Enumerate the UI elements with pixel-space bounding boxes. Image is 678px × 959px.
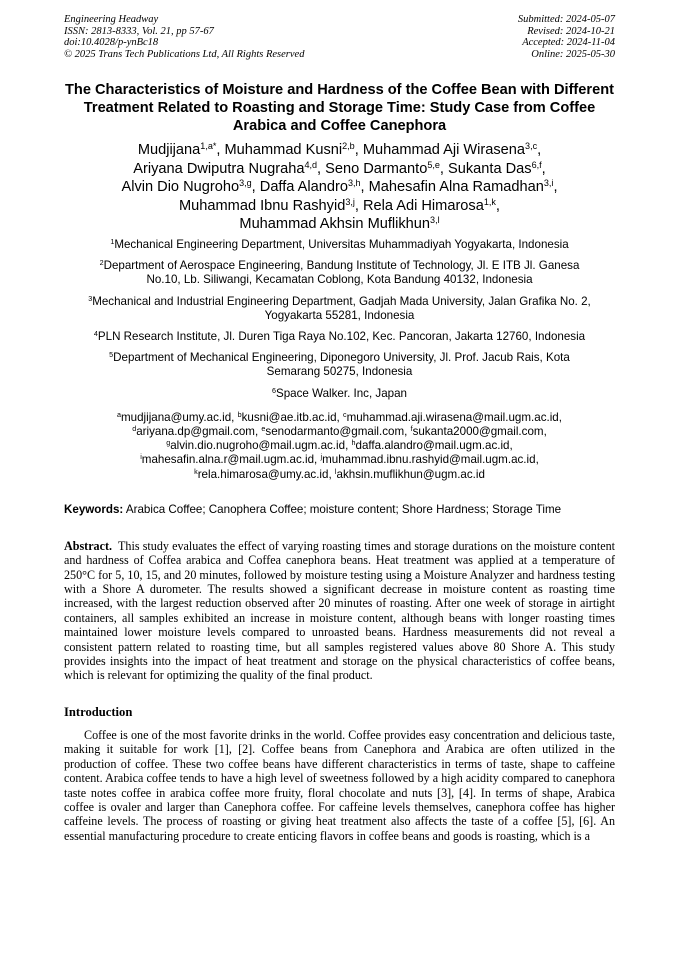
email-marker: c [342, 409, 347, 419]
affiliation [64, 259, 615, 287]
affiliation-list [64, 238, 615, 401]
email-marker: a [117, 409, 121, 419]
email-marker: e [261, 424, 266, 434]
email-address: muhammad.ibnu.rashyid@mail.ugm.ac.id [322, 453, 536, 467]
affiliation-marker: 2 [99, 258, 104, 268]
email-line: $^d$ariyana.dp@gmail.com, $^e$senodarmanto@gmail.com, $^f$sukanta2000@gmail.com, [132, 424, 547, 438]
author-name: Muhammad Kusni [224, 142, 343, 158]
date-revised: Revised: 2024-10-21 [527, 25, 615, 37]
author-affiliation-marker: 6,f [531, 159, 542, 170]
journal-name: Engineering Headway [64, 14, 159, 25]
email-line: $^a$mudjijana@umy.ac.id, $^b$kusni@ae.itb.ac.id, $^c$muhammad.aji.wirasena@mail.ugm.ac.id, [117, 409, 562, 424]
author-separator: , [354, 197, 363, 214]
author-affiliation-marker: 3,i [543, 178, 554, 189]
author-affiliation-marker: 3,j [345, 196, 355, 207]
email-marker: d [132, 424, 137, 434]
author-separator: , [360, 179, 369, 196]
email-line: $^g$alvin.dio.nugroho@mail.ugm.ac.id, $^h$daffa.alandro@mail.ugm.ac.id, [166, 438, 513, 453]
author-line [64, 215, 615, 234]
author-name: Daffa Alandro [259, 179, 348, 196]
email-address: sukanta2000@gmail.com [412, 425, 544, 438]
author-line [64, 178, 615, 197]
author-separator: , [251, 179, 260, 196]
email-marker: g [166, 438, 171, 448]
email-line: $^k$rela.himarosa@umy.ac.id, $^l$akhsin.muflikhun@ugm.ac.id [194, 466, 485, 481]
affiliation-text: Department of Aerospace Engineering, Bandung Institute of Technology, Jl. E ITB Jl. Ganesa [103, 259, 580, 273]
author-affiliation-marker: 1,k [483, 196, 496, 207]
email-marker: j [320, 452, 323, 462]
keywords-label: Keywords: [64, 502, 124, 516]
affiliation-text: Space Walker. Inc, Japan [275, 386, 408, 400]
abstract-text: This study evaluates the effect of varying roasting times and storage durations on the moisture content and hardness of Coffea arabica and Coffea canephora beans. Heat treatment was applied at a temperature of 250°C for 5, 10, 15, and 20 minutes, followed by moisture testing using a Moisture Analyzer and hardness testing with a Shore A durometer. The results showed a significant decrease in moisture content as roasting time increased, with the largest reduction observed after 20 minutes of roasting. After one week of storage in airtight containers, all samples exhibited an increase in moisture content, although beans with longer roasting times maintained lower moisture levels compared to unroasted beans. Hardness measurements did not reveal a consistent pattern related to roasting time, but all samples registered values above 80 Shore A. This study provides insights into the impact of heat treatment and storage on the physical characteristics of coffee beans, which is relevant for optimizing the quality of the final product. [64, 538, 615, 683]
author-separator: , [537, 142, 542, 158]
email-address: mudjijana@umy.ac.id [121, 410, 232, 424]
journal-info [64, 14, 304, 60]
email-line: $^i$mahesafin.alna.r@mail.ugm.ac.id, $^j$muhammad.ibnu.rashyid@mail.ugm.ac.id, [140, 452, 539, 467]
journal-issn: ISSN: 2813-8333, Vol. 21, pp 57-67 [64, 25, 214, 37]
abstract [64, 539, 615, 683]
affiliation-marker: 3 [88, 293, 93, 303]
journal-doi: doi:10.4028/p-ynBc18 [64, 37, 159, 48]
author-separator: , [317, 160, 326, 177]
author-name: Ariyana Dwiputra Nugraha [133, 160, 305, 177]
author-separator: , [216, 142, 225, 158]
email-list [64, 411, 615, 482]
affiliation [64, 238, 615, 252]
introduction-paragraph: Coffee is one of the most favorite drinks in the world. Coffee provides easy concentration and delicious taste, making it suitable for work [1], [2]. Coffee beans from Canephora and Arabica are often utilized in the production of coffee. These two coffee beans have different characteristics in terms of taste, shape to caffeine content. Arabica coffee tends to have a high level of sweetness followed by a high acidity compared to canephora taste notes coffee in arabica coffee more fruity, floral chocolate and nuts [3], [4]. In terms of shape, Arabica coffee is ovaler and larger than Canephora coffee. For caffeine levels themselves, canephora coffee has higher caffeine levels. The process of roasting or giving heat treatment also affects the taste of a coffee [5], [6]. An essential manufacturing procedure to create enticing flavors in coffee beans and goods is roasting, which is a [64, 727, 615, 843]
affiliation-text: Department of Mechanical Engineering, Diponegoro University, Jl. Prof. Jacub Rais, Kota [113, 351, 570, 365]
author-affiliation-marker: 3,h [347, 178, 361, 189]
author-affiliation-marker: 3,g [239, 178, 252, 189]
author-affiliation-marker: 1,a* [200, 141, 217, 152]
email-address: daffa.alandro@mail.ugm.ac.id [355, 439, 510, 453]
email-marker: h [351, 438, 356, 448]
author-affiliation-marker: 2,b [342, 141, 355, 152]
affiliation [64, 330, 615, 344]
author-name: Alvin Dio Nugroho [121, 179, 240, 196]
affiliation [64, 351, 615, 379]
email-address: rela.himarosa@umy.ac.id [197, 467, 329, 481]
affiliation-text: Mechanical and Industrial Engineering Department, Gadjah Mada University, Jalan Grafika No. 2, [92, 294, 591, 308]
author-name: Muhammad Akhsin Muflikhun [239, 216, 431, 233]
affiliation [64, 387, 615, 401]
author-line [64, 197, 615, 216]
affiliation-text: PLN Research Institute, Jl. Duren Tiga Raya No.102, Kec. Pancoran, Jakarta 12760, Indonesia [97, 329, 586, 343]
author-affiliation-marker: 3,c [525, 141, 538, 152]
author-separator: , [495, 197, 500, 214]
author-separator: , [541, 160, 546, 177]
author-name: Muhammad Aji Wirasena [362, 142, 526, 158]
author-separator: , [354, 142, 363, 158]
affiliation-marker: 5 [109, 350, 114, 360]
author-line [64, 160, 615, 179]
affiliation-marker: 1 [110, 237, 115, 247]
author-name: Muhammad Ibnu Rashyid [179, 197, 346, 214]
author-affiliation-marker: 3,l [430, 215, 440, 226]
journal-copyright: © 2025 Trans Tech Publications Ltd, All Rights Reserved [64, 48, 305, 60]
author-name: Mudjijana [137, 142, 201, 158]
email-marker: f [410, 424, 413, 434]
paper-title: The Characteristics of Moisture and Hardness of the Coffee Bean with Different Treatment Related to Roasting and Storage Time: Study Case from Coffee Arabica and Coffee Canephora [65, 82, 614, 134]
keywords-text: Arabica Coffee; Canophera Coffee; moisture content; Shore Hardness; Storage Time [125, 502, 562, 516]
section-heading-introduction: Introduction [64, 704, 133, 719]
date-online: Online: 2025-05-30 [531, 48, 615, 60]
date-accepted: Accepted: 2024-11-04 [522, 37, 615, 48]
abstract-label: Abstract. [64, 538, 113, 553]
keywords [64, 503, 615, 517]
email-address: akhsin.muflikhun@ugm.ac.id [336, 467, 485, 481]
affiliation-text: No.10, Lb. Siliwangi, Kecamatan Coblong, Kota Bandung 40132, Indonesia [146, 273, 533, 287]
email-address: muhammad.aji.wirasena@mail.ugm.ac.id [346, 410, 559, 424]
affiliation-text: Semarang 50275, Indonesia [266, 365, 413, 379]
affiliation [64, 295, 615, 323]
author-separator: , [553, 179, 558, 196]
author-line [64, 141, 615, 160]
email-address: kusni@ae.itb.ac.id [241, 410, 337, 424]
email-address: senodarmanto@gmail.com [265, 425, 405, 438]
author-affiliation-marker: 4,d [304, 159, 318, 170]
affiliation-marker: 4 [93, 329, 98, 339]
email-address: ariyana.dp@gmail.com [136, 425, 255, 438]
email-address: alvin.dio.nugroho@mail.ugm.ac.id [170, 439, 346, 453]
date-submitted: Submitted: 2024-05-07 [517, 14, 615, 25]
email-marker: l [334, 466, 337, 476]
author-name: Seno Darmanto [325, 160, 428, 177]
author-name: Mahesafin Alna Ramadhan [368, 179, 544, 196]
publication-dates [518, 14, 615, 60]
journal-header [64, 14, 615, 60]
email-marker: b [237, 409, 242, 419]
email-address: mahesafin.alna.r@mail.ugm.ac.id [141, 453, 315, 467]
author-list [64, 141, 615, 234]
affiliation-text: Mechanical Engineering Department, Universitas Muhammadiyah Yogyakarta, Indonesia [114, 237, 569, 251]
email-marker: k [194, 466, 198, 476]
author-name: Sukanta Das [448, 160, 532, 177]
affiliation-text: Yogyakarta 55281, Indonesia [264, 308, 415, 322]
author-name: Rela Adi Himarosa [362, 197, 484, 214]
affiliation-marker: 6 [271, 385, 276, 395]
email-marker: i [140, 452, 142, 462]
author-affiliation-marker: 5,e [427, 159, 440, 170]
author-separator: , [439, 160, 449, 177]
